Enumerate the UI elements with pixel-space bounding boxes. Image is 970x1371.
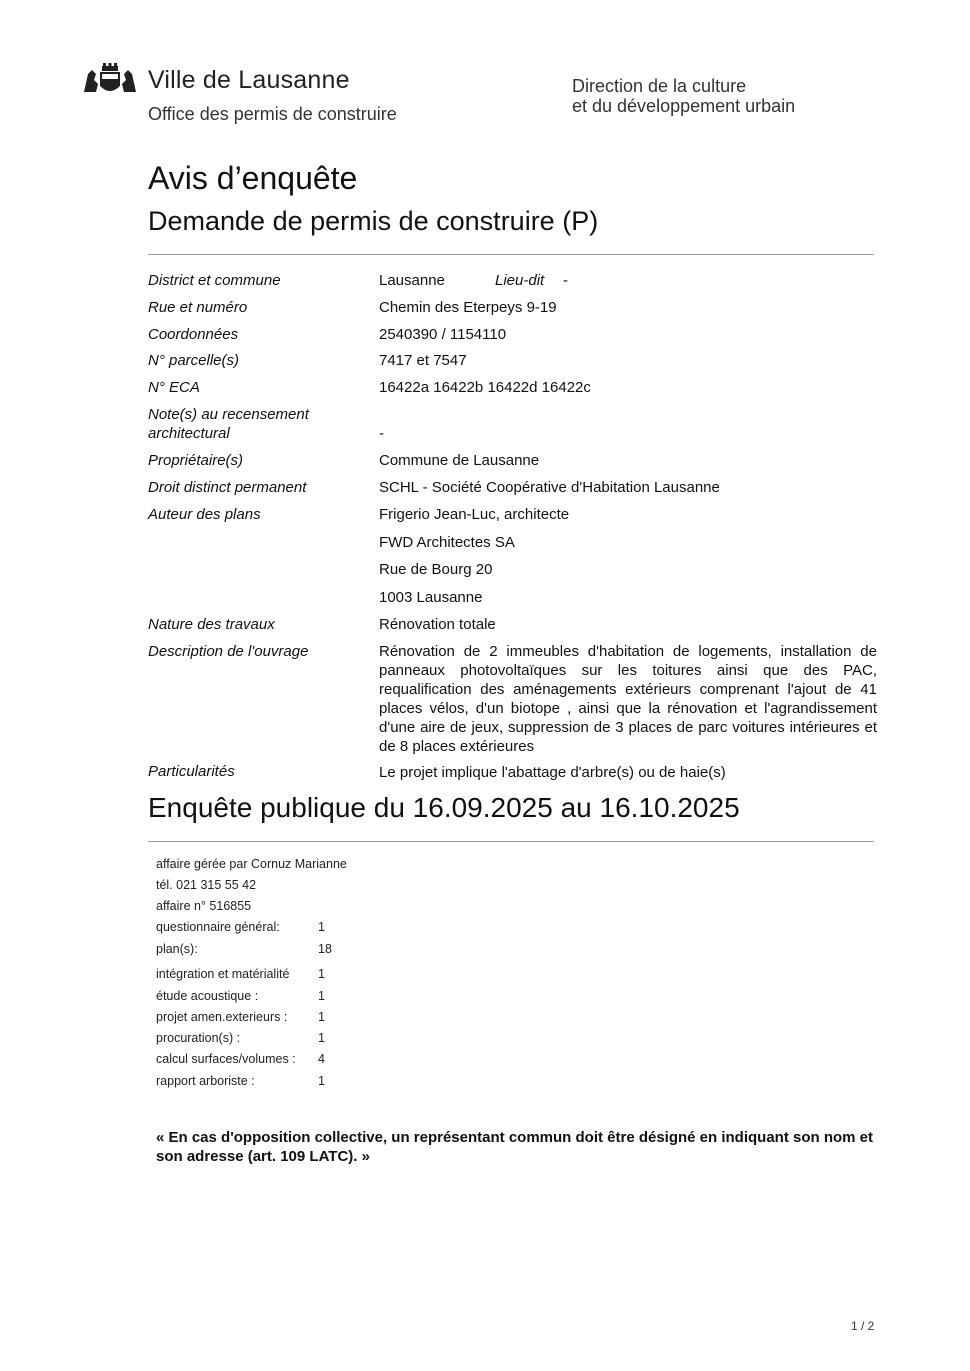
document-label: procuration(s) : bbox=[156, 1031, 241, 1045]
document-count: 1 bbox=[318, 1031, 325, 1045]
note-label-2: architectural bbox=[148, 425, 230, 442]
document-label: intégration et matérialité bbox=[156, 967, 290, 981]
coord-label: Coordonnées bbox=[148, 326, 239, 343]
office-name: Office des permis de construire bbox=[148, 104, 397, 124]
document-count: 4 bbox=[318, 1052, 325, 1066]
proprietaire-value: Commune de Lausanne bbox=[379, 452, 540, 469]
document-label: rapport arboriste : bbox=[156, 1074, 255, 1088]
divider-top bbox=[148, 254, 874, 255]
lieu-dit-value: - bbox=[563, 272, 568, 289]
ddp-label: Droit distinct permanent bbox=[148, 479, 307, 496]
document-count: 18 bbox=[318, 942, 332, 956]
nature-value: Rénovation totale bbox=[379, 616, 496, 633]
document-count: 1 bbox=[318, 989, 325, 1003]
ddp-value: SCHL - Société Coopérative d'Habitation Lausanne bbox=[379, 479, 720, 496]
coord-value: 2540390 / 1154110 bbox=[379, 326, 507, 343]
note-label-1: Note(s) au recensement bbox=[148, 406, 309, 423]
document-count: 1 bbox=[318, 920, 325, 934]
note-value: - bbox=[379, 425, 384, 442]
affaire-geree: affaire gérée par Cornuz Marianne bbox=[156, 857, 347, 871]
auteur-line-1: Frigerio Jean-Luc, architecte bbox=[379, 506, 570, 523]
enquete-dates: Enquête publique du 16.09.2025 au 16.10.2025 bbox=[148, 792, 740, 823]
district-label: District et commune bbox=[148, 272, 281, 289]
document-label: questionnaire général: bbox=[156, 920, 280, 934]
auteur-label: Auteur des plans bbox=[148, 506, 261, 523]
document-label: projet amen.exterieurs : bbox=[156, 1010, 288, 1024]
direction-name bbox=[572, 76, 795, 116]
document-count: 1 bbox=[318, 967, 325, 981]
divider-bottom bbox=[148, 841, 874, 842]
parcelle-value: 7417 et 7547 bbox=[379, 352, 467, 369]
city-name: Ville de Lausanne bbox=[148, 66, 350, 94]
page-subtitle: Demande de permis de construire (P) bbox=[148, 206, 599, 236]
description-value: Rénovation de 2 immeubles d'habitation de logements, installation de panneaux photovoltaïques sur les toitures ainsi que des PAC, requalification des aménagements extérieurs comprenant l'ajout de 41 places vélos, d'un biotope , ainsi que la rénovation et l'agrandissement d'une aire de jeux, suppression de 3 places de parc voitures intérieures et de 8 places extérieures bbox=[379, 643, 877, 755]
document-label: étude acoustique : bbox=[156, 989, 259, 1003]
eca-value: 16422a 16422b 16422d 16422c bbox=[379, 379, 591, 396]
document-count: 1 bbox=[318, 1074, 325, 1088]
page-title: Avis d’enquête bbox=[148, 160, 358, 196]
parcelle-label: N° parcelle(s) bbox=[148, 352, 240, 369]
affaire-numero: affaire n° 516855 bbox=[156, 899, 252, 913]
particularites-value: Le projet implique l'abattage d'arbre(s) ou de haie(s) bbox=[379, 764, 726, 781]
rue-value: Chemin des Eterpeys 9-19 bbox=[379, 299, 557, 316]
direction-line-2: et du développement urbain bbox=[572, 96, 796, 116]
rue-label: Rue et numéro bbox=[148, 299, 248, 316]
document-label: plan(s): bbox=[156, 942, 198, 956]
lausanne-coat-of-arms-icon bbox=[80, 62, 140, 96]
document-label: calcul surfaces/volumes : bbox=[156, 1052, 296, 1066]
district-value: Lausanne bbox=[379, 272, 445, 289]
lieu-dit-label: Lieu-dit bbox=[495, 272, 545, 289]
proprietaire-label: Propriétaire(s) bbox=[148, 452, 244, 469]
opposition-notice: « En cas d'opposition collective, un représentant commun doit être désigné en indiquant son nom et son adresse (art. 109 LATC). » bbox=[156, 1129, 874, 1165]
description-label: Description de l'ouvrage bbox=[148, 643, 309, 660]
auteur-line-3: Rue de Bourg 20 bbox=[379, 561, 493, 578]
page-number: 1 / 2 bbox=[851, 1319, 875, 1333]
affaire-tel: tél. 021 315 55 42 bbox=[156, 878, 257, 892]
document-count: 1 bbox=[318, 1010, 325, 1024]
direction-line-1: Direction de la culture bbox=[572, 76, 747, 96]
auteur-line-2: FWD Architectes SA bbox=[379, 534, 515, 551]
nature-label: Nature des travaux bbox=[148, 616, 275, 633]
auteur-line-4: 1003 Lausanne bbox=[379, 589, 483, 606]
eca-label: N° ECA bbox=[148, 379, 200, 396]
particularites-label: Particularités bbox=[148, 763, 235, 780]
